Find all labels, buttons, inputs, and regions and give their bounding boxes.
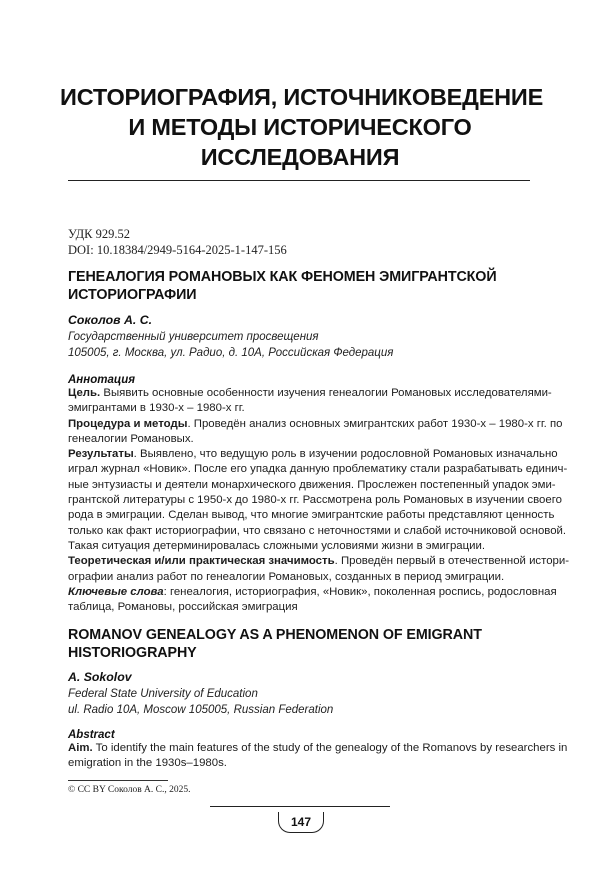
abstract-line: таблица, Романовы, российская эмиграция — [68, 600, 534, 615]
aim-label: Aim. — [68, 742, 93, 754]
abstract-line: ографии анализ работ по генеалогии Романовых, созданных в период эмиграции. — [68, 570, 534, 585]
abstract-label-en: Abstract — [68, 728, 115, 742]
section-heading-line: И МЕТОДЫ ИСТОРИЧЕСКОГО — [60, 112, 540, 142]
author-ru: Соколов А. С. — [68, 312, 152, 328]
results-label: Результаты — [68, 448, 134, 460]
section-heading — [60, 82, 540, 172]
section-heading-line: ИСТОРИОГРАФИЯ, ИСТОЧНИКОВЕДЕНИЕ — [60, 82, 540, 112]
abstract-line: Такая ситуация детерминировалась сложными условиями жизни в эмиграции. — [68, 539, 534, 554]
license-footnote: © CC BY Соколов А. С., 2025. — [68, 784, 191, 796]
abstract-ru — [68, 386, 534, 615]
abstract-line: Процедура и методы. Проведён анализ основных эмигрантских работ 1930-х – 1980-х гг. по — [68, 417, 534, 432]
title-line: ROMANOV GENEALOGY AS A PHENOMENON OF EMIGRANT — [68, 626, 538, 644]
goal-label: Цель. — [68, 387, 100, 399]
abstract-line: играл журнал «Новик». После его упадка данную проблематику стали разрабатывать единич- — [68, 462, 534, 477]
affiliation-line: Federal State University of Education — [68, 686, 333, 702]
abstract-line: эмигрантами в 1930-х – 1980-х гг. — [68, 401, 534, 416]
section-heading-line: ИССЛЕДОВАНИЯ — [60, 142, 540, 172]
abstract-line: генеалогии Романовых. — [68, 432, 534, 447]
significance-label: Теоретическая и/или практическая значимость — [68, 555, 335, 567]
title-line: ИСТОРИОГРАФИИ — [68, 286, 538, 304]
abstract-label-ru: Аннотация — [68, 373, 135, 387]
affiliation-ru — [68, 329, 393, 361]
abstract-line: рода в эмиграции. Сделан вывод, что многие эмигрантские работы представляют ценность — [68, 508, 534, 523]
abstract-line: Aim. To identify the main features of the study of the genealogy of the Romanovs by researchers in — [68, 741, 534, 756]
udk-code: УДК 929.52 — [68, 226, 130, 242]
abstract-en — [68, 741, 534, 772]
page-number: 147 — [278, 812, 324, 833]
affiliation-line: ul. Radio 10A, Moscow 105005, Russian Federation — [68, 702, 333, 718]
title-line: HISTORIOGRAPHY — [68, 644, 538, 662]
abstract-line: Результаты. Выявлено, что ведущую роль в изучении родословной Романовых изначально — [68, 447, 534, 462]
folio-divider — [210, 806, 390, 807]
abstract-line: emigration in the 1930s–1980s. — [68, 756, 534, 771]
title-line: ГЕНЕАЛОГИЯ РОМАНОВЫХ КАК ФЕНОМЕН ЭМИГРАНТСКОЙ — [68, 268, 538, 286]
author-en: A. Sokolov — [68, 669, 132, 685]
journal-page — [0, 0, 600, 892]
doi: DOI: 10.18384/2949-5164-2025-1-147-156 — [68, 242, 287, 258]
keywords-label: Ключевые слова — [68, 586, 164, 598]
abstract-line: Ключевые слова: генеалогия, историография, «Новик», поколенная роспись, родословная — [68, 585, 534, 600]
abstract-line: грантской литературы с 1950-х до 1980-х гг. Рассмотрена роль Романовых в изучении своего — [68, 493, 534, 508]
article-title-ru — [68, 268, 538, 304]
affiliation-en — [68, 686, 333, 718]
abstract-line: только как факт историографии, что связано с неточностями и слабой источниковой основой. — [68, 524, 534, 539]
section-divider — [68, 180, 530, 181]
methods-label: Процедура и методы — [68, 418, 187, 430]
abstract-line: Теоретическая и/или практическая значимость. Проведён первый в отечественной истори- — [68, 554, 534, 569]
footnote-divider — [68, 780, 168, 781]
affiliation-line: Государственный университет просвещения — [68, 329, 393, 345]
abstract-line: ные энтузиасты и деятели монархического движения. Прослежен постепенный упадок эми- — [68, 478, 534, 493]
abstract-line: Цель. Выявить основные особенности изучения генеалогии Романовых исследователями- — [68, 386, 534, 401]
article-title-en — [68, 626, 538, 662]
affiliation-line: 105005, г. Москва, ул. Радио, д. 10А, Российская Федерация — [68, 345, 393, 361]
